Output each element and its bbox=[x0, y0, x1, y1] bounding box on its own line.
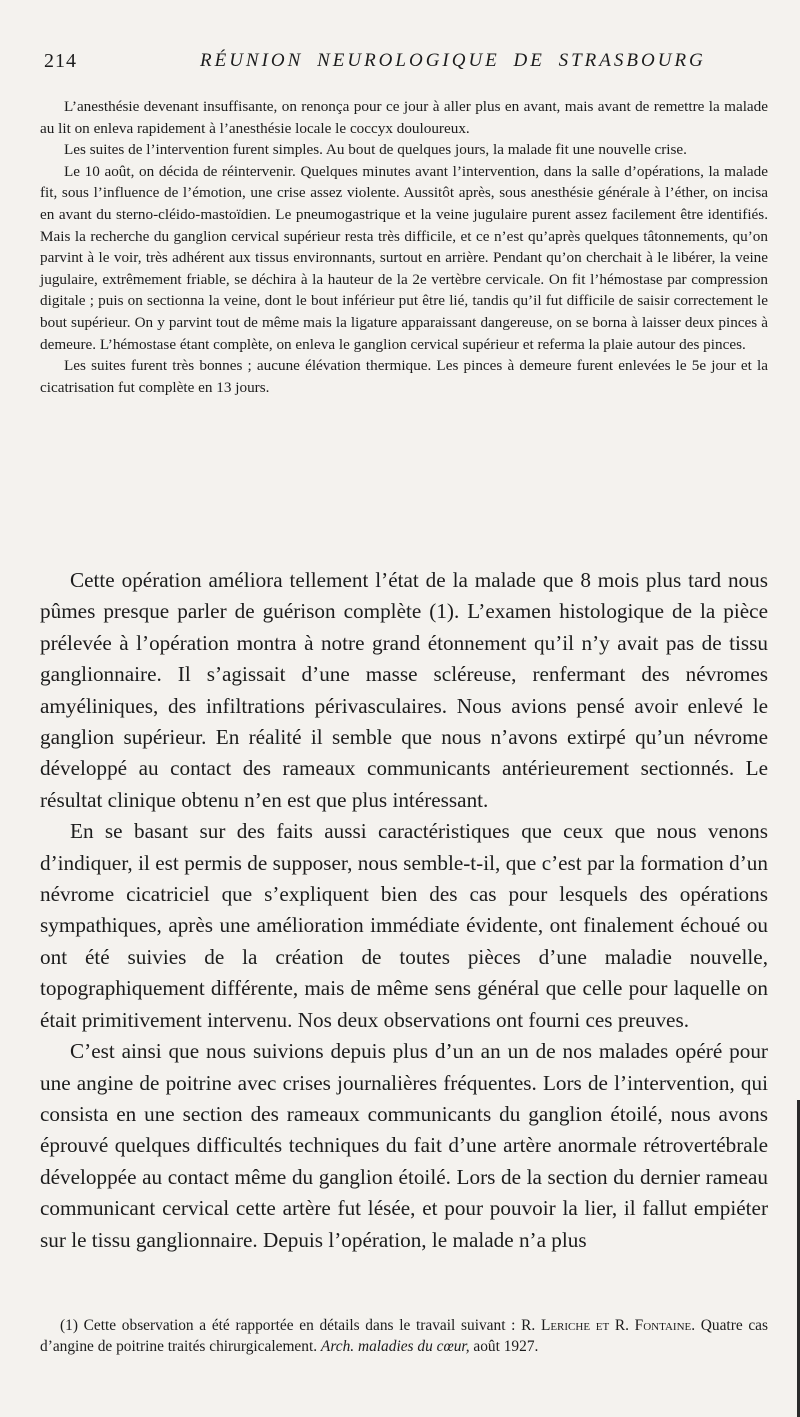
small-paragraph: Le 10 août, on décida de réintervenir. Quelques minutes avant l’intervention, dans la salle d’opérations, la malade fit, sous l’influence de l’émotion, une crise assez violente. Aussitôt après, sous anesthésie générale à l’éther, on incisa en avant du sterno-cléido-mastoïdien. Le pneumogastrique et la veine jugulaire purent assez facilement être identifiés. Mais la recherche du ganglion cervical supérieur resta très difficile, et ce n’est qu’après quelques tâtonnements, qu’on parvint à le voir, très adhérent aux tissus environnants, surtout en arrière. Pendant qu’on cherchait à le libérer, la veine jugulaire, extrêmement friable, se déchira à la hauteur de la 2e vertèbre cervicale. On fit l’hémostase par compression digitale ; puis on sectionna la veine, dont le bout inférieur put être lié, tandis qu’il fut difficile de saisir correctement le bout supérieur. On y parvint tout de même mais la ligature apparaissant dangereuse, on se borna à laisser deux pinces à demeure. L’hémostase étant complète, on enleva le ganglion cervical supérieur et referma la plaie autour des pinces. bbox=[40, 162, 768, 353]
body-paragraph: C’est ainsi que nous suivions depuis plus d’un an un de nos malades opéré pour une angine de poitrine avec crises journalières fréquentes. Lors de l’intervention, qui consista en une section des rameaux communicants du ganglion étoilé, nous avons éprouvé quelques difficultés techniques du fait d’une artère anormale rétrovertébrale développée au contact même du ganglion étoilé. Lors de la section du dernier rameau communicant cervical cette artère fut lésée, et pour pouvoir la lier, il fallut empiéter sur le tissu ganglionnaire. Depuis l’opération, le malade n’a plus bbox=[40, 1039, 768, 1252]
footnote-title: Quatre cas d’angine de poitrine traités chirurgicalement. bbox=[40, 1317, 768, 1355]
small-paragraph: Les suites furent très bonnes ; aucune élévation thermique. Les pinces à demeure furent enlevées le 5e jour et la cicatrisation fut complète en 13 jours. bbox=[40, 357, 768, 396]
page-header bbox=[44, 50, 764, 80]
case-report-text bbox=[40, 96, 768, 398]
footnote-date: août 1927. bbox=[469, 1338, 539, 1355]
body-paragraph: En se basant sur des faits aussi caractéristiques que ceux que nous venons d’indiquer, il est permis de supposer, nous semble-t-il, que c’est par la formation d’un névrome cicatriciel que s’expliquent bien des cas pour lesquels des opérations sympathiques, après une amélioration immédiate évidente, ont finalement échoué ou ont été suivies de la création de toutes pièces d’une maladie nouvelle, topographiquement différente, mais de même sens général que celle pour laquelle on était primitivement intervenu. Nos deux observations ont fourni ces preuves. bbox=[40, 819, 768, 1032]
page-number: 214 bbox=[44, 50, 77, 72]
small-paragraph: L’anesthésie devenant insuffisante, on renonça pour ce jour à aller plus en avant, mais avant de remettre la malade au lit on enleva rapidement à l’anesthésie locale le coccyx douloureux. bbox=[40, 98, 768, 137]
footnote-lead: (1) Cette observation a été rapportée en détails dans le travail suivant : bbox=[60, 1317, 516, 1334]
small-paragraph: Les suites de l’intervention furent simples. Au bout de quelques jours, la malade fit une nouvelle crise. bbox=[64, 141, 687, 159]
footnote-authors: R. Leriche et R. Fontaine. bbox=[521, 1317, 696, 1334]
footnote-journal: Arch. maladies du cœur, bbox=[320, 1338, 470, 1355]
footnote-text bbox=[40, 1315, 768, 1357]
body-paragraph: Cette opération améliora tellement l’état de la malade que 8 mois plus tard nous pûmes presque parler de guérison complète (1). L’examen histologique de la pièce prélevée à l’opération montra à notre grand étonnement qu’il n’y avait pas de tissu ganglionnaire. Il s’agissait d’une masse scléreuse, renfermant des névromes amyéliniques, des infiltrations périvasculaires. Nous avions pensé avoir enlevé le ganglion supérieur. En réalité il semble que nous n’avons extirpé qu’un névrome développé au contact des rameaux communicants antérieurement sectionnés. Le résultat clinique obtenu n’en est que plus intéressant. bbox=[40, 568, 768, 812]
footnote bbox=[40, 1315, 768, 1357]
main-text bbox=[40, 565, 768, 1256]
running-title: RÉUNION NEUROLOGIQUE DE STRASBOURG bbox=[200, 50, 706, 71]
